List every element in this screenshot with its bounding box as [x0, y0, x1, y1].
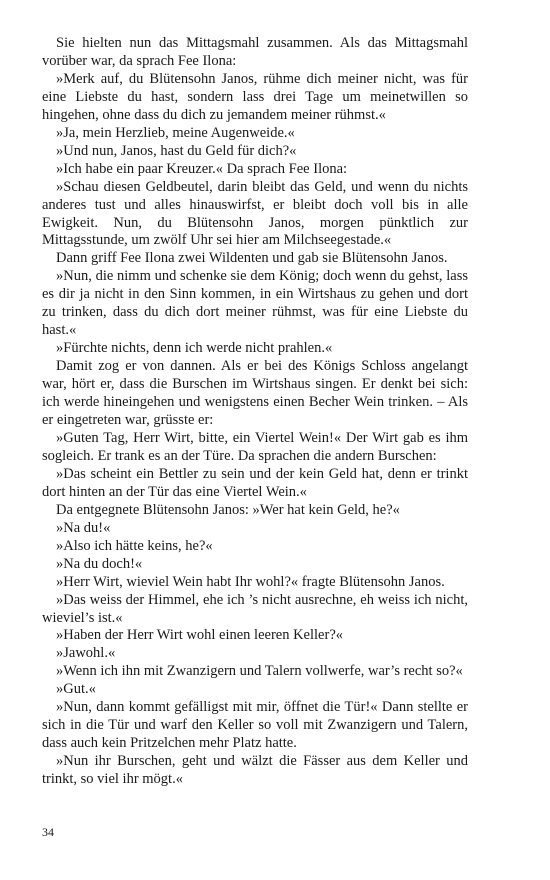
- paragraph: »Ja, mein Herzlieb, meine Augenweide.«: [56, 124, 295, 141]
- paragraph: »Und nun, Janos, hast du Geld für dich?«: [56, 142, 297, 159]
- page-body: [42, 35, 468, 789]
- paragraph: »Nun, die nimm und schenke sie dem König; doch wenn du gehst, lass es dir ja nicht in den Sinn kommen, in ein Wirtshaus zu gehen und dort zu trinken, dass du dich dort meiner rühmst, was für eine Liebste du hast.«: [42, 268, 468, 339]
- paragraph: »Fürchte nichts, denn ich werde nicht prahlen.«: [56, 340, 333, 357]
- paragraph: »Ich habe ein paar Kreuzer.« Da sprach Fee Ilona:: [56, 160, 348, 177]
- paragraph: »Guten Tag, Herr Wirt, bitte, ein Viertel Wein!« Der Wirt gab es ihm sogleich. Er trank es an der Türe. Da sprachen die andern Burschen:: [42, 429, 468, 464]
- paragraph: »Gut.«: [56, 681, 96, 698]
- paragraph: »Na du!«: [56, 519, 111, 536]
- paragraph: Damit zog er von dannen. Als er bei des Königs Schloss angelangt war, hört er, dass die Burschen im Wirtshaus singen. Er denkt bei sich: ich werde hineingehen und wenigstens einen Becher Wein trinken. – Als er eingetreten war, grüsste er:: [42, 358, 468, 429]
- paragraph: »Merk auf, du Blütensohn Janos, rühme dich meiner nicht, was für eine Liebste du hast, sondern lass drei Tage um meinetwillen so hingehen, ohne dass du dich zu jemandem meiner rühmst.«: [42, 70, 468, 123]
- paragraph: »Das scheint ein Bettler zu sein und der kein Geld hat, denn er trinkt dort hinten an der Tür das eine Viertel Wein.«: [42, 465, 468, 500]
- paragraph: »Das weiss der Himmel, ehe ich ’s nicht ausrechne, eh weiss ich nicht, wieviel’s ist.«: [42, 591, 468, 626]
- paragraph: »Jawohl.«: [56, 645, 116, 662]
- paragraph: Da entgegnete Blütensohn Janos: »Wer hat kein Geld, he?«: [56, 501, 400, 518]
- paragraph: »Na du doch!«: [56, 555, 143, 572]
- paragraph: »Also ich hätte keins, he?«: [56, 537, 213, 554]
- paragraph: »Nun, dann kommt gefälligst mit mir, öffnet die Tür!« Dann stellte er sich in die Tür und warf den Keller so voll mit Zwanzigern und Talern, dass auch kein Pritzelchen mehr Platz hatte.: [42, 699, 468, 752]
- paragraph: Dann griff Fee Ilona zwei Wildenten und gab sie Blütensohn Janos.: [56, 250, 448, 267]
- paragraph: »Wenn ich ihn mit Zwanzigern und Talern vollwerfe, war’s recht so?«: [56, 663, 463, 680]
- paragraph: »Haben der Herr Wirt wohl einen leeren Keller?«: [56, 627, 344, 644]
- paragraph: »Nun ihr Burschen, geht und wälzt die Fässer aus dem Keller und trinkt, so viel ihr mögt.«: [42, 753, 468, 788]
- page-number: 34: [42, 825, 54, 839]
- paragraph: Sie hielten nun das Mittagsmahl zusammen. Als das Mittagsmahl vorüber war, da sprach Fee Ilona:: [42, 35, 468, 69]
- paragraph: »Herr Wirt, wieviel Wein habt Ihr wohl?« fragte Blütensohn Janos.: [56, 573, 445, 590]
- paragraph: »Schau diesen Geldbeutel, darin bleibt das Geld, und wenn du nichts anderes tust und alles hinauswirfst, er bleibt doch voll bis in alle Ewigkeit. Nun, du Blütensohn Janos, morgen pünktlich zur Mittagsstunde, um zwölf Uhr sei hier am Milchseegestade.«: [42, 178, 468, 249]
